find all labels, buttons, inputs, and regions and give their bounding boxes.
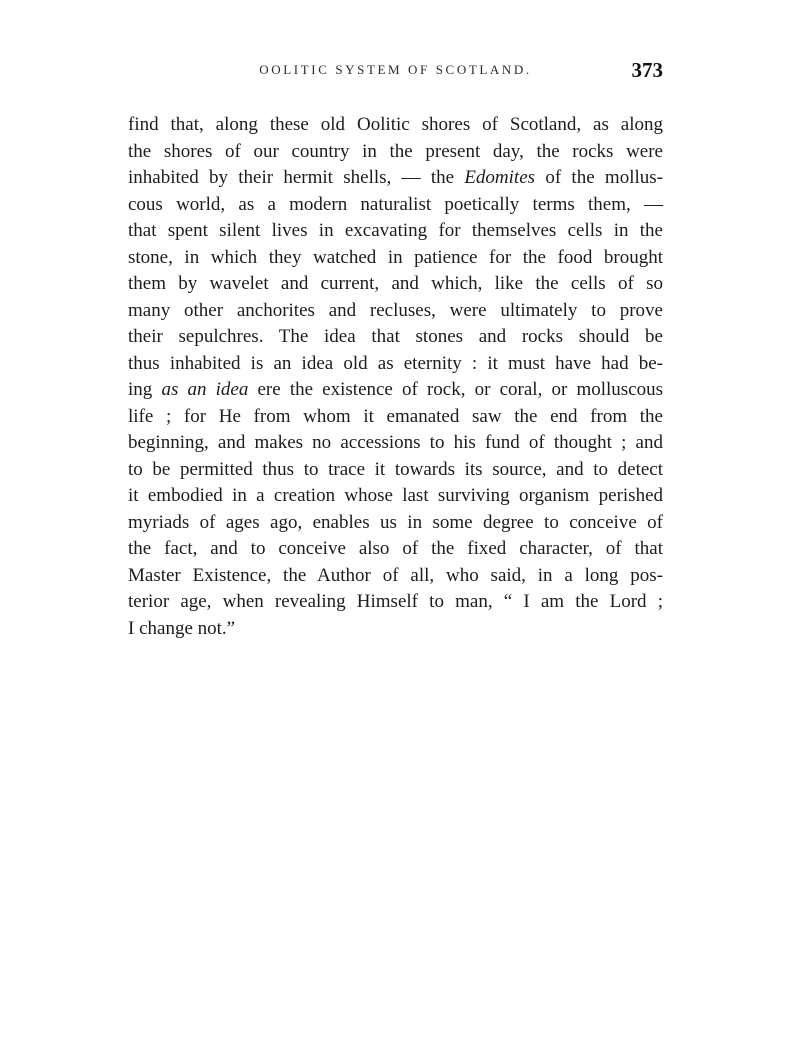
text-line: the fact, and to conceive also of the fixed character, of that: [128, 538, 663, 559]
text-line: to be permitted thus to trace it towards its source, and to detect: [128, 458, 663, 480]
text-line: life ; for He from whom it emanated saw the end from the: [128, 405, 663, 427]
text-line: terior age, when revealing Himself to man, “ I am the Lord ;: [128, 591, 663, 612]
running-title: OOLITIC SYSTEM OF SCOTLAND.: [259, 62, 532, 77]
text-line: cous world, as a modern naturalist poetically terms them, —: [128, 193, 663, 215]
text-line: myriads of ages ago, enables us in some degree to conceive of: [128, 511, 663, 533]
text-line: that spent silent lives in excavating for themselves cells in the: [128, 220, 663, 241]
text-line: many other anchorites and recluses, were ultimately to prove: [128, 299, 663, 321]
text-line: inhabited by their hermit shells, — the Edomites of the mollus-: [128, 167, 663, 188]
text-line: it embodied in a creation whose last surviving organism perished: [128, 485, 663, 506]
italic-phrase: as an idea: [161, 379, 249, 400]
text-line: their sepulchres. The idea that stones and rocks should be: [128, 326, 663, 347]
text-line: I change not.”: [128, 617, 236, 639]
italic-term: Edomites: [464, 167, 536, 188]
text-line: stone, in which they watched in patience for the food brought: [128, 246, 663, 268]
text-line: ing as an idea ere the existence of rock, or coral, or molluscous: [128, 379, 664, 400]
text-line: them by wavelet and current, and which, like the cells of so: [128, 273, 663, 294]
body-paragraph: [128, 112, 663, 642]
text-line: Master Existence, the Author of all, who said, in a long pos-: [128, 564, 663, 586]
running-head: [128, 58, 663, 88]
text-line: find that, along these old Oolitic shores of Scotland, as along: [128, 114, 663, 135]
text-line: thus inhabited is an idea old as eternity : it must have had be-: [128, 352, 663, 374]
text-line: beginning, and makes no accessions to his fund of thought ; and: [128, 432, 663, 453]
page-number: 373: [631, 58, 663, 82]
text-line: the shores of our country in the present day, the rocks were: [128, 140, 663, 162]
